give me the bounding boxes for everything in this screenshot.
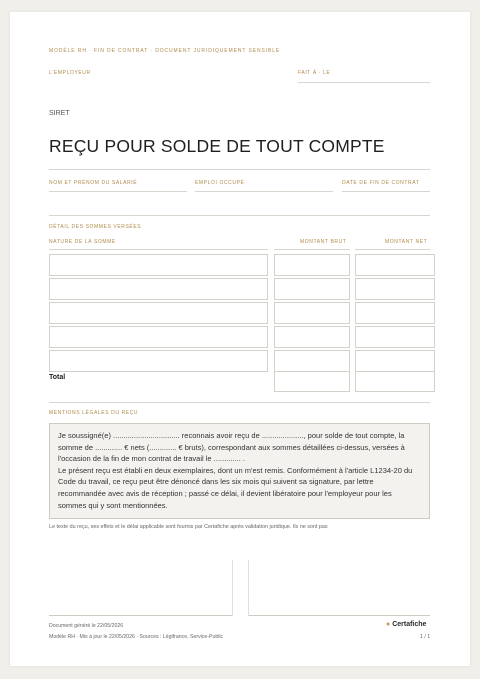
employee-name-label: NOM ET PRÉNOM DU SALARIÉ bbox=[49, 180, 138, 186]
title-divider bbox=[49, 169, 430, 170]
gross-cell[interactable] bbox=[274, 302, 350, 324]
nature-cell[interactable] bbox=[49, 254, 268, 276]
gross-cell[interactable] bbox=[274, 350, 350, 372]
net-cell[interactable] bbox=[355, 254, 435, 276]
brand-name bbox=[386, 621, 426, 628]
total-label: Total bbox=[49, 374, 66, 381]
section-divider bbox=[49, 402, 430, 403]
date-place-label: FAIT À · LE bbox=[298, 70, 331, 76]
total-net-cell[interactable] bbox=[355, 371, 435, 392]
nature-cell[interactable] bbox=[49, 278, 268, 300]
legal-paragraph: Je soussigné(e) ................................ reconnais avoir reçu de ...................., pour solde de tout compte, la somme de ............. € nets (............. € bruts), correspondant aux sommes détaillées ci-dessus, versées à l'occasion de la fin de mon contrat de travail le ............. . bbox=[58, 431, 405, 464]
net-cell[interactable] bbox=[355, 302, 435, 324]
legal-text-box bbox=[49, 423, 430, 519]
table-header-rule bbox=[274, 249, 350, 250]
section-divider bbox=[49, 215, 430, 216]
sums-section-label: DÉTAIL DES SOMMES VERSÉES bbox=[49, 224, 142, 230]
gross-cell[interactable] bbox=[274, 278, 350, 300]
legal-note: Le texte du reçu, ses effets et le délai applicable sont fournis par Certafiche après validation juridique. Ils ne sont pas bbox=[49, 524, 328, 530]
col-gross-header: MONTANT BRUT bbox=[300, 239, 347, 245]
siret-label: SIRET bbox=[49, 110, 70, 117]
job-field[interactable] bbox=[195, 191, 333, 192]
page-number: 1 / 1 bbox=[420, 634, 431, 640]
document-title: REÇU POUR SOLDE DE TOUT COMPTE bbox=[49, 136, 385, 156]
gross-cell[interactable] bbox=[274, 254, 350, 276]
employee-signature-line[interactable] bbox=[248, 615, 430, 616]
employee-name-field[interactable] bbox=[49, 191, 187, 192]
employer-label: L'EMPLOYEUR bbox=[49, 70, 91, 76]
table-header-rule bbox=[355, 249, 430, 250]
generated-date: Document généré le 22/05/2026 bbox=[49, 623, 124, 629]
col-net-header: MONTANT NET bbox=[385, 239, 428, 245]
legal-section-label: MENTIONS LÉGALES DU REÇU bbox=[49, 410, 139, 416]
signature-separator bbox=[232, 560, 233, 616]
document-eyebrow: MODÈLE RH · FIN DE CONTRAT · DOCUMENT JURIDIQUEMENT SENSIBLE bbox=[49, 48, 281, 54]
brand-dot-icon: ● bbox=[386, 621, 393, 628]
date-place-field[interactable] bbox=[298, 82, 430, 83]
employer-signature-line[interactable] bbox=[49, 615, 232, 616]
document-page bbox=[10, 12, 470, 666]
net-cell[interactable] bbox=[355, 350, 435, 372]
job-label: EMPLOI OCCUPÉ bbox=[195, 180, 245, 186]
brand-label: Certafiche bbox=[392, 621, 427, 628]
end-date-label: DATE DE FIN DE CONTRAT bbox=[342, 180, 420, 186]
total-gross-cell[interactable] bbox=[274, 371, 350, 392]
signature-separator bbox=[248, 560, 249, 616]
legal-paragraph: Le présent reçu est établi en deux exemplaires, dont un m'est remis. Conformément à l'article L1234-20 du Code du travail, ce reçu peut être dénoncé dans les six mois qui suivent sa signature, par lettre recommandée avec avis de réception ; passé ce délai, il devient libératoire pour l'employeur pour les sommes qui y sont mentionnées. bbox=[58, 465, 413, 510]
net-cell[interactable] bbox=[355, 278, 435, 300]
footer-sources: Modèle RH · Mis à jour le 22/05/2026 · Sources : Légifrance, Service-Public bbox=[49, 634, 224, 640]
col-nature-header: NATURE DE LA SOMME bbox=[49, 239, 116, 245]
end-date-field[interactable] bbox=[342, 191, 430, 192]
net-cell[interactable] bbox=[355, 326, 435, 348]
table-header-rule bbox=[49, 249, 268, 250]
nature-cell[interactable] bbox=[49, 326, 268, 348]
gross-cell[interactable] bbox=[274, 326, 350, 348]
nature-cell[interactable] bbox=[49, 350, 268, 372]
nature-cell[interactable] bbox=[49, 302, 268, 324]
